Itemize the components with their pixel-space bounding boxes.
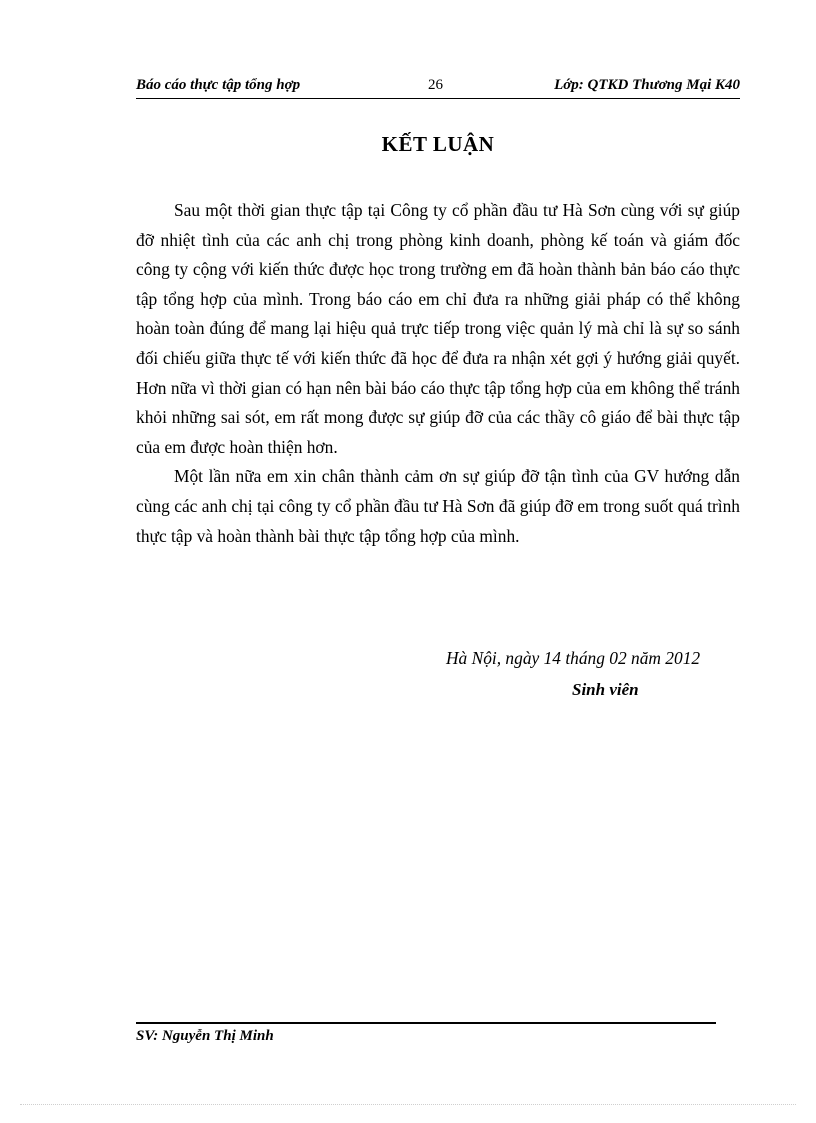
page-number: 26 bbox=[428, 77, 443, 93]
page-edge-divider bbox=[20, 1104, 796, 1105]
section-title: KẾT LUẬN bbox=[381, 132, 495, 156]
header-report-title: Báo cáo thực tập tổng hợp bbox=[136, 77, 301, 93]
place-date: Hà Nội, ngày 14 tháng 02 năm 2012 bbox=[446, 648, 701, 668]
body-text bbox=[136, 196, 740, 551]
paragraph-1: Sau một thời gian thực tập tại Công ty cổ phần đầu tư Hà Sơn cùng với sự giúp đỡ nhiệt tình của các anh chị trong phòng kinh doanh, phòng kế toán và giám đốc công ty cộng với kiến thức được học trong trường em đã hoàn thành bản báo cáo thực tập tổng hợp của mình. Trong báo cáo em chỉ đưa ra những giải pháp có thể không hoàn toàn đúng để mang lại hiệu quả trực tiếp trong việc quản lý mà chỉ là sự so sánh đối chiếu giữa thực tế với kiến thức đã học để đưa ra nhận xét gợi ý hướng giải quyết. Hơn nữa vì thời gian có hạn nên bài báo cáo thực tập tổng hợp của em không thể tránh khỏi những sai sót, em rất mong được sự giúp đỡ của các thầy cô giáo để bài thực tập của em được hoàn thiện hơn. bbox=[136, 200, 740, 457]
footer-divider bbox=[136, 1022, 716, 1024]
paragraph-2: Một lần nữa em xin chân thành cảm ơn sự giúp đỡ tận tình của GV hướng dẫn cùng các anh chị tại công ty cổ phần đầu tư Hà Sơn đã giúp đỡ em trong suốt quá trình thực tập và hoàn thành bài thực tập tổng hợp của mình. bbox=[136, 466, 740, 546]
footer-student-name: SV: Nguyễn Thị Minh bbox=[136, 1028, 274, 1044]
page-header bbox=[136, 76, 740, 99]
signer-label: Sinh viên bbox=[572, 680, 639, 699]
header-class-info: Lớp: QTKD Thương Mại K40 bbox=[554, 77, 740, 93]
